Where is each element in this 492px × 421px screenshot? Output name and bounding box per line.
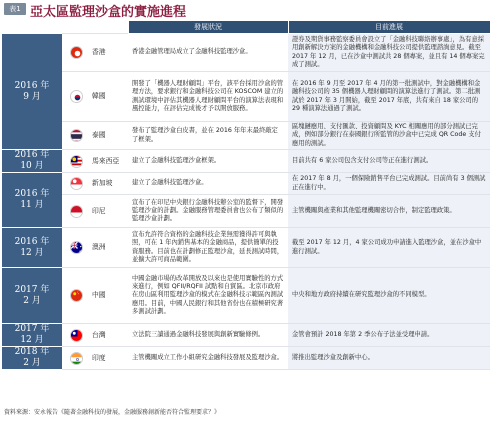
row-date: 2016 年 10 月 (2, 150, 62, 173)
country-name: 泰國 (90, 122, 128, 150)
row-date: 2016 年 9 月 (2, 34, 62, 150)
development-status: 香港金融管理局成立了金融科技監理沙盒。 (128, 34, 288, 72)
country-name: 澳洲 (90, 228, 128, 268)
column-header-status: 發展狀況 (128, 21, 288, 34)
table-row (2, 268, 490, 324)
development-status: 宣布允許符合資格的金融科技企業無需獲得許可與執照，可在 1 年內銷售基本的金融商品，提供簡單的投資服務。目前也在計劃修正監理沙盒，延長測試時間，並擴大許可商品範圍。 (128, 228, 288, 268)
country-name: 韓國 (90, 72, 128, 122)
current-progress: 將推出監理沙盒及創新中心。 (288, 347, 490, 370)
cn-flag-icon (70, 289, 83, 302)
current-progress: 中央和地方政府持續在研究監理沙盒的不同模型。 (288, 268, 490, 324)
sg-flag-icon (70, 177, 83, 190)
source-footnote: 資料來源：安永報告《隨著金融科技的發展，金融服務創新能否符合監理要求？》 (4, 409, 221, 416)
table-body (2, 34, 490, 370)
kr-flag-icon (70, 90, 83, 103)
current-progress: 在 2016 年 9 月至 2017 年 4 月的第一批測試中，對金融機構和金融科技公司的 35 個機器人理財顧問的演算法進行了測試。第二批測試於 2017 年 3 月開始，截至 2017 年底，共有來自 18 家公司的 29 種演算法通過了測試。 (288, 72, 490, 122)
table-row (2, 34, 490, 72)
current-progress: 截至 2017 年 12 月，4 家公司成功申請進入監理沙盒，並在沙盒中進行測試。 (288, 228, 490, 268)
development-status: 建立了金融科技監理沙盒框架。 (128, 150, 288, 173)
row-date: 2017 年 2 月 (2, 268, 62, 324)
development-status: 宣布了在印尼中央銀行金融科技辦公室的監督下，開發監理沙盒的計劃。金融服務管理委員會也公布了類似的監理沙盒計劃。 (128, 195, 288, 228)
table-row (2, 72, 490, 122)
current-progress: 目前共有 6 家公司包含支付公司等正在進行測試。 (288, 150, 490, 173)
hk-flag-icon (70, 46, 83, 59)
current-progress: 金管會預計 2018 年第 2 季公布子法並受理申請。 (288, 324, 490, 347)
current-progress: 在 2017 年 8 月，一個保險銷售平台已完成測試。目前尚有 3 個測試正在進行中。 (288, 173, 490, 195)
row-date: 2017 年 12 月 (2, 324, 62, 347)
au-flag-icon (70, 241, 83, 254)
table-row (2, 228, 490, 268)
table-number-tag: 表1 (4, 3, 26, 15)
country-name: 中國 (90, 268, 128, 324)
current-progress: 區塊鏈應用、支付匯款、投資顧問及 KYC 相關應用的部分測試已完成，例如部分銀行在泰國銀行所監管的沙盒中已完成 QR Code 支付應用的測試。 (288, 122, 490, 150)
table-row (2, 150, 490, 173)
country-name: 馬來西亞 (90, 150, 128, 173)
tw-flag-icon (70, 329, 83, 342)
table-row (2, 122, 490, 150)
page-title: 亞太區監理沙盒的實施進程 (30, 5, 187, 20)
table-row (2, 195, 490, 228)
table-row (2, 324, 490, 347)
row-date: 2016 年 11 月 (2, 173, 62, 228)
country-name: 新加坡 (90, 173, 128, 195)
country-name: 印度 (90, 347, 128, 370)
country-name: 印尼 (90, 195, 128, 228)
current-progress: 主管機關與產業和其他監理機關密切合作，制定監理政策。 (288, 195, 490, 228)
th-flag-icon (70, 129, 83, 142)
development-status: 建立了金融科技監理沙盒。 (128, 173, 288, 195)
id-flag-icon (70, 205, 83, 218)
table-header-row (2, 21, 490, 34)
development-status: 主管機關成立工作小組研究金融科技發展及監理沙盒。 (128, 347, 288, 370)
development-status: 立法院三讀通過金融科技發展與創新實驗條例。 (128, 324, 288, 347)
country-name: 台灣 (90, 324, 128, 347)
sandbox-progress-table (2, 20, 491, 370)
table-header (0, 0, 492, 18)
development-status: 發布了監理沙盒白皮書，並在 2016 年年末最終敲定了框架。 (128, 122, 288, 150)
row-date: 2016 年 12 月 (2, 228, 62, 268)
country-name: 香港 (90, 34, 128, 72)
development-status: 中國金融市場的改革開放及以來也是使用實驗性的方式來進行，例如 QFII/RQFII 試點和自貿區。北京市政府在房山區利用監理沙盒的模式在金融科技示範區內測試應用。目前，中國人民銀行和其他省份也在積極研究著多測試計劃。 (128, 268, 288, 324)
table-row (2, 347, 490, 370)
current-progress: 證券及期貨事務監察委員會設立了「金融科技聯絡辦事處」，為有意採用創新解決方案的金融機構和金融科技公司提供監理諮詢意見。截至 2017 年 12 月，已在沙盒中測試共 28 個專案，並且有 14 個專案完成了測試。 (288, 34, 490, 72)
my-flag-icon (70, 155, 83, 168)
row-date: 2018 年 2 月 (2, 347, 62, 370)
development-status: 開發了「機器人理財顧問」平台，該平台採用沙盒的管理方法，要求銀行和金融科技公司在 KOSCOM 建立的測試環境中評估其機器人理財顧問平台的演算法表現和風控能力，在評估完成後才予以開放服務。 (128, 72, 288, 122)
table-row (2, 173, 490, 195)
column-header-progress: 目前進展 (288, 21, 490, 34)
in-flag-icon (70, 352, 83, 365)
